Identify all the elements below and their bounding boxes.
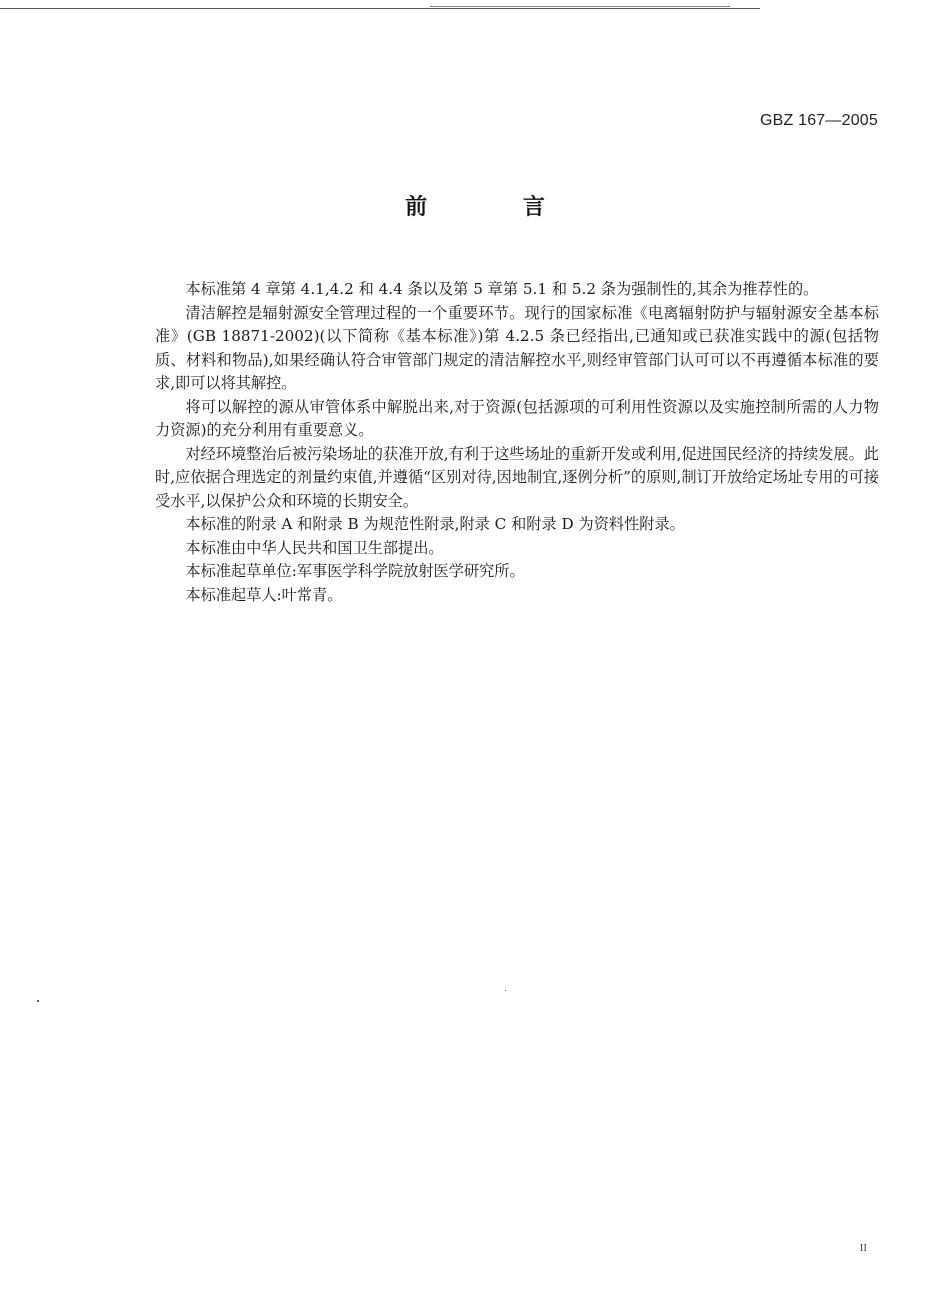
foreword-body [155, 278, 879, 607]
paragraph: 本标准由中华人民共和国卫生部提出。 [185, 538, 444, 557]
top-border-line [0, 8, 760, 9]
paragraph: 本标准的附录 A 和附录 B 为规范性附录,附录 C 和附录 D 为资料性附录。 [185, 515, 685, 533]
paragraph: 本标准起草人:叶常青。 [185, 585, 343, 604]
page-number: II [859, 1242, 867, 1254]
paragraph: 对经环境整治后被污染场址的获准开放,有利于这些场址的重新开发或利用,促进国民经济的持续发展。此时,应依据合理选定的剂量约束值,并遵循“区别对待,因地制宜,逐例分析”的原则,制订开放给定场址专用的可接受水平,以保护公众和环境的长期安全。 [155, 444, 879, 510]
paragraph: 本标准第 4 章第 4.1,4.2 和 4.4 条以及第 5 章第 5.1 和 5.2 条为强制性的,其余为推荐性的。 [185, 280, 819, 298]
scan-speck [37, 1000, 39, 1002]
paragraph: 清洁解控是辐射源安全管理过程的一个重要环节。现行的国家标准《电离辐射防护与辐射源安全基本标准》(GB 18871-2002)(以下简称《基本标准》)第 4.2.5 条已经指出,已通知或已获准实践中的源(包括物质、材料和物品),如果经确认符合审管部门规定的清洁解控水平,则经审管部门认可可以不再遵循本标准的要求,即可以将其解控。 [155, 303, 879, 392]
paragraph: 将可以解控的源从审管体系中解脱出来,对于资源(包括源项的可利用性资源以及实施控制所需的人力物力资源)的充分利用有重要意义。 [155, 397, 879, 439]
page-title: 前 言 [405, 195, 589, 220]
top-border-line-secondary [430, 6, 730, 7]
paragraph: 本标准起草单位:军事医学科学院放射医学研究所。 [185, 562, 525, 580]
standard-code: GBZ 167—2005 [759, 112, 878, 129]
scan-speck [505, 990, 506, 991]
